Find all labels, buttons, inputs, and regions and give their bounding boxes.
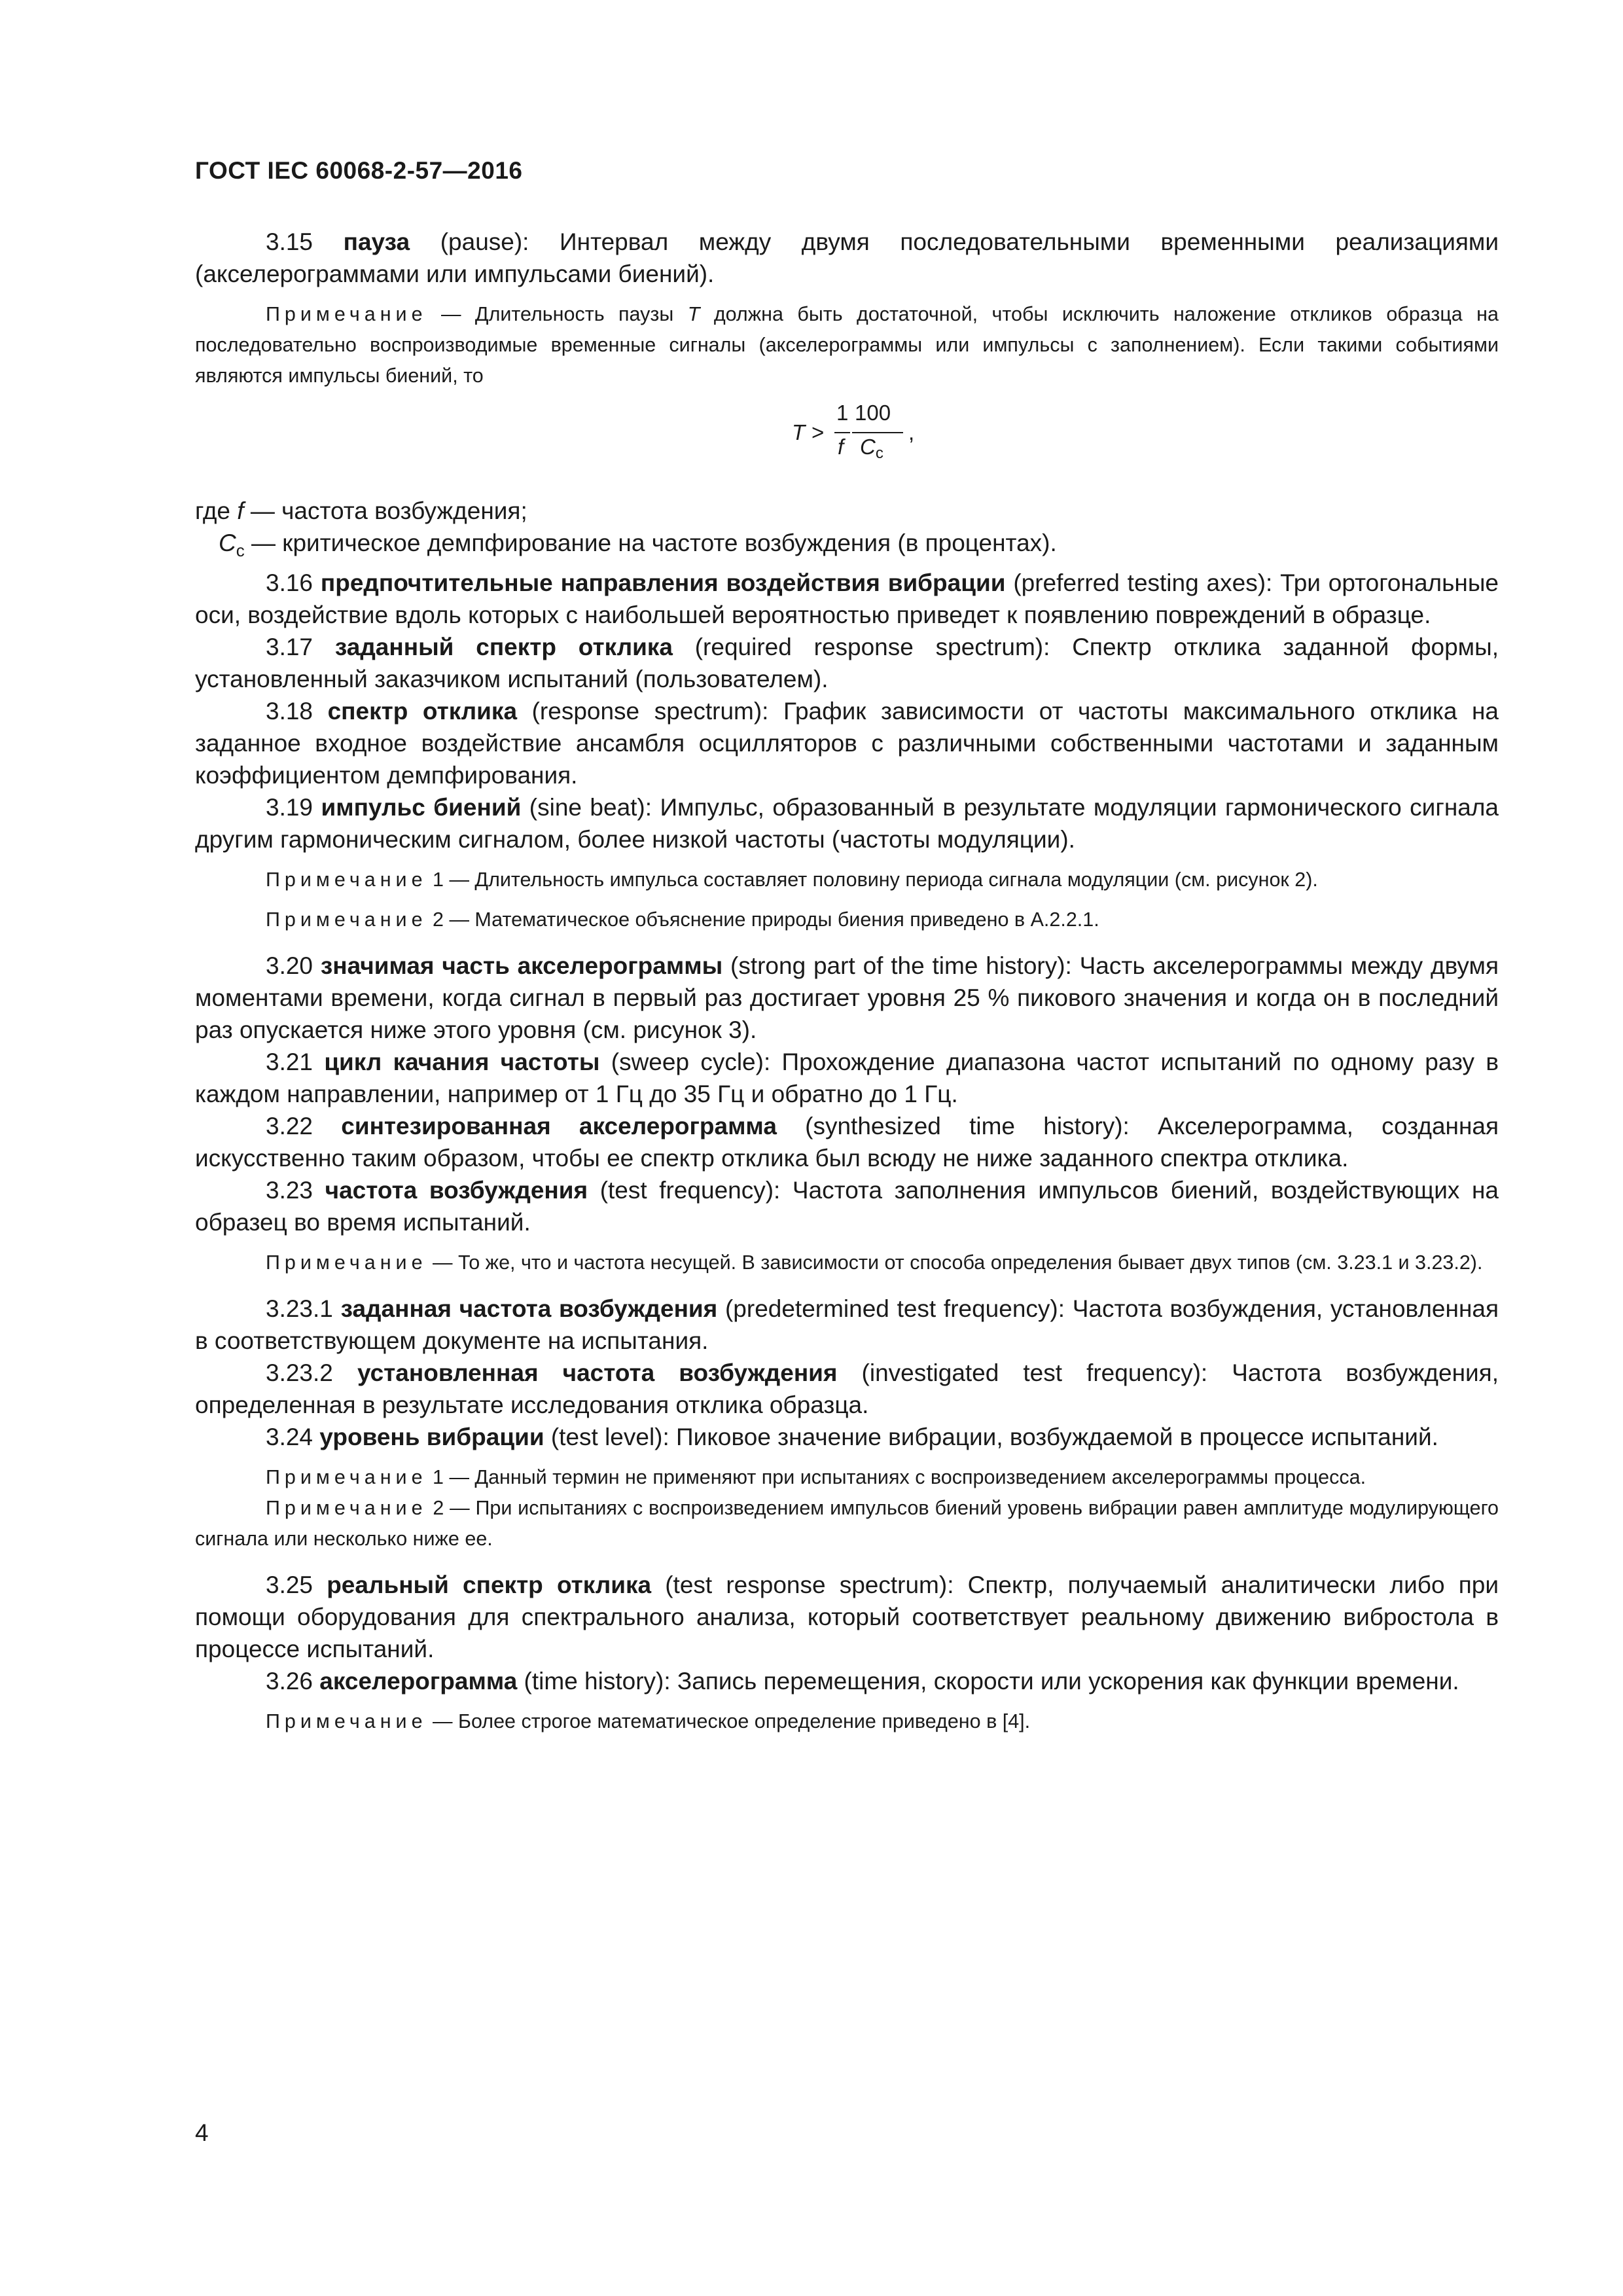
note-3-19-2: Примечание 2 — Математическое объяснение природы биения приведено в А.2.2.1. — [266, 908, 1099, 931]
note-3-15: Примечание — Длительность паузы T должна быть достаточной, чтобы исключить наложение откликов образца на последовательно воспроизводимые временные сигналы (акселерограммы или импульсы с заполнением). Если такими событиями являются импульсы биений, то — [195, 303, 1499, 387]
page-number: 4 — [195, 2119, 209, 2146]
note-3-19-1: Примечание 1 — Длительность импульса составляет половину периода сигнала модуляции (см. рисунок 2). — [266, 869, 1318, 891]
note-3-26: Примечание — Более строгое математическое определение приведено в [4]. — [266, 1710, 1031, 1732]
term-3-24: 3.24 уровень вибрации (test level): Пиковое значение вибрации, возбуждаемой в процессе испытаний. — [266, 1424, 1438, 1450]
term-3-22: 3.22 синтезированная акселерограмма (synthesized time history): Акселерограмма, созданная искусственно таким образом, чтобы ее спектр отклика был всюду не ниже заданного спектра отклика. — [195, 1113, 1499, 1172]
term-3-23-2: 3.23.2 установленная частота возбуждения (investigated test frequency): Частота возбуждения, определенная в результате исследования отклика образца. — [195, 1359, 1499, 1418]
term-3-16: 3.16 предпочтительные направления воздействия вибрации (preferred testing axes): Три ортогональные оси, воздействие вдоль которых с наибольшей вероятностью приведет к появлению повреждений в образце. — [195, 569, 1499, 628]
term-3-26: 3.26 акселерограмма (time history): Запись перемещения, скорости или ускорения как функции времени. — [266, 1668, 1459, 1695]
note-3-24-1: Примечание 1 — Данный термин не применяют при испытаниях с воспроизведением акселерограммы процесса. — [266, 1466, 1366, 1488]
document-body — [195, 226, 1499, 1737]
where-line-2: $C_c$ — критическое демпфирование на частоте возбуждения (в процентах). — [219, 529, 1057, 560]
term-3-19: 3.19 импульс биений (sine beat): Импульс, образованный в результате модуляции гармонического сигнала другим гармоническим сигналом, более низкой частоты (частоты модуляции). — [195, 794, 1499, 853]
formula-pause: T > 1 f 100 Cc , — [792, 401, 915, 462]
term-3-18: 3.18 спектр отклика (response spectrum): График зависимости от частоты максимального отклика на заданное входное воздействие ансамбля осцилляторов с различными собственными частотами и заданным коэффициентом демпфирования. — [195, 698, 1499, 789]
term-3-25: 3.25 реальный спектр отклика (test response spectrum): Спектр, получаемый аналитически либо при помощи оборудования для спектрального анализа, который соответствует реальному движению вибростола в процессе испытаний. — [195, 1571, 1499, 1662]
note-3-24-2: Примечание 2 — При испытаниях с воспроизведением импульсов биений уровень вибрации равен амплитуде модулирующего сигнала или несколько ниже ее. — [195, 1497, 1499, 1550]
term-3-17: 3.17 заданный спектр отклика (required response spectrum): Спектр отклика заданной формы, установленный заказчиком испытаний (пользователем). — [195, 634, 1499, 692]
term-3-23-1: 3.23.1 заданная частота возбуждения (predetermined test frequency): Частота возбуждения, установленная в соответствующем документе на испытания. — [195, 1295, 1499, 1354]
term-3-23: 3.23 частота возбуждения (test frequency): Частота заполнения импульсов биений, воздействующих на образец во время испытаний. — [195, 1177, 1499, 1236]
note-3-23: Примечание — То же, что и частота несущей. В зависимости от способа определения бывает двух типов (см. 3.23.1 и 3.23.2). — [266, 1251, 1483, 1274]
term-3-21: 3.21 цикл качания частоты (sweep cycle): Прохождение диапазона частот испытаний по одному разу в каждом направлении, например от 1 Гц до 35 Гц и обратно до 1 Гц. — [195, 1049, 1499, 1107]
term-3-20: 3.20 значимая часть акселерограммы (strong part of the time history): Часть акселерограммы между двумя моментами времени, когда сигнал в первый раз достигает уровня 25 % пикового значения и когда он в последний раз опускается ниже этого уровня (см. рисунок 3). — [195, 952, 1499, 1043]
term-3-15: 3.15 пауза (pause): Интервал между двумя последовательными временными реализациями (акселерограммами или импульсами биений). — [195, 228, 1499, 287]
where-line-1: где f — частота возбуждения; — [195, 497, 527, 524]
document-header: ГОСТ IEC 60068-2-57—2016 — [195, 157, 523, 184]
